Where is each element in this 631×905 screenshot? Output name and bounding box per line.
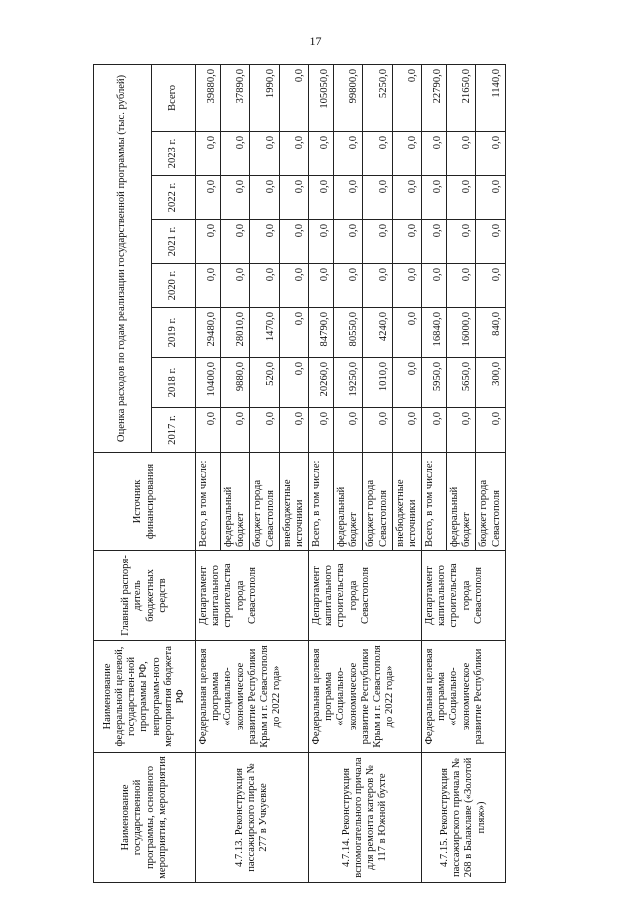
year-value-cell: 0,0 bbox=[334, 264, 363, 308]
header-year: 2018 г. bbox=[152, 358, 196, 408]
year-value-cell: 29480,0 bbox=[196, 308, 221, 358]
year-value-cell: 0,0 bbox=[476, 220, 505, 264]
year-value-cell: 4240,0 bbox=[363, 308, 392, 358]
year-value-cell: 0,0 bbox=[392, 220, 421, 264]
year-value-cell: 0,0 bbox=[221, 220, 250, 264]
year-value-cell: 0,0 bbox=[309, 264, 334, 308]
year-value-cell: 28010,0 bbox=[221, 308, 250, 358]
expenses-table bbox=[93, 64, 506, 883]
total-value-cell: 5250,0 bbox=[363, 64, 392, 131]
header-name: Наименование государственной программы, основного мероприятия, мероприятия bbox=[94, 753, 196, 883]
year-value-cell: 0,0 bbox=[422, 176, 447, 220]
year-value-cell: 300,0 bbox=[476, 358, 505, 408]
year-value-cell: 0,0 bbox=[422, 132, 447, 176]
header-year: 2019 г. bbox=[152, 308, 196, 358]
year-value-cell: 0,0 bbox=[221, 176, 250, 220]
year-value-cell: 0,0 bbox=[196, 176, 221, 220]
year-value-cell: 0,0 bbox=[279, 132, 308, 176]
year-value-cell: 0,0 bbox=[476, 264, 505, 308]
year-value-cell: 0,0 bbox=[279, 308, 308, 358]
header-year: 2020 г. bbox=[152, 264, 196, 308]
year-value-cell: 0,0 bbox=[279, 408, 308, 453]
year-value-cell: 0,0 bbox=[476, 408, 505, 453]
year-value-cell: 0,0 bbox=[422, 264, 447, 308]
funding-source: бюджет города Севастополя bbox=[363, 453, 392, 551]
funding-source: федеральный бюджет bbox=[221, 453, 250, 551]
year-value-cell: 0,0 bbox=[363, 220, 392, 264]
year-value-cell: 5950,0 bbox=[422, 358, 447, 408]
year-value-cell: 0,0 bbox=[221, 132, 250, 176]
header-year: 2022 г. bbox=[152, 176, 196, 220]
measure-name: 4.7.13. Реконструкция пассажирского пирса № 277 в Учкуевке bbox=[196, 753, 309, 883]
funding-source: федеральный бюджет bbox=[447, 453, 476, 551]
funding-source: федеральный бюджет bbox=[334, 453, 363, 551]
total-value-cell: 1990,0 bbox=[250, 64, 279, 131]
year-value-cell: 520,0 bbox=[250, 358, 279, 408]
year-value-cell: 0,0 bbox=[279, 176, 308, 220]
year-value-cell: 0,0 bbox=[447, 132, 476, 176]
year-value-cell: 0,0 bbox=[422, 220, 447, 264]
manager-name: Департамент капитального строительства города Севастополя bbox=[196, 551, 309, 641]
year-value-cell: 0,0 bbox=[309, 408, 334, 453]
year-value-cell: 1470,0 bbox=[250, 308, 279, 358]
total-value-cell: 21650,0 bbox=[447, 64, 476, 131]
year-value-cell: 16000,0 bbox=[447, 308, 476, 358]
year-value-cell: 0,0 bbox=[363, 132, 392, 176]
manager-name: Департамент капитального строительства города Севастополя bbox=[422, 551, 506, 641]
total-value-cell: 0,0 bbox=[279, 64, 308, 131]
table-row bbox=[422, 64, 447, 882]
header-manager: Главный распоря-дитель бюджетных средств bbox=[94, 551, 196, 641]
year-value-cell: 16840,0 bbox=[422, 308, 447, 358]
year-value-cell: 0,0 bbox=[392, 358, 421, 408]
year-value-cell: 0,0 bbox=[334, 408, 363, 453]
year-value-cell: 0,0 bbox=[196, 132, 221, 176]
total-value-cell: 1140,0 bbox=[476, 64, 505, 131]
total-value-cell: 39880,0 bbox=[196, 64, 221, 131]
total-value-cell: 105050,0 bbox=[309, 64, 334, 131]
funding-source: внебюджетные источники bbox=[279, 453, 308, 551]
year-value-cell: 5650,0 bbox=[447, 358, 476, 408]
year-value-cell: 0,0 bbox=[447, 220, 476, 264]
year-value-cell: 0,0 bbox=[279, 358, 308, 408]
header-year: 2017 г. bbox=[152, 408, 196, 453]
measure-name: 4.7.14. Реконструкция вспомогательного причала для ремонта катеров № 117 в Южной бухте bbox=[309, 753, 422, 883]
year-value-cell: 0,0 bbox=[392, 132, 421, 176]
year-value-cell: 840,0 bbox=[476, 308, 505, 358]
program-name: Федеральная целевая программа «Социально-экономическое развитие Республики Крым и г. Севастополя до 2022 года» bbox=[309, 641, 422, 753]
total-value-cell: 0,0 bbox=[392, 64, 421, 131]
table-row bbox=[196, 64, 221, 882]
year-value-cell: 19250,0 bbox=[334, 358, 363, 408]
total-value-cell: 37890,0 bbox=[221, 64, 250, 131]
year-value-cell: 0,0 bbox=[196, 264, 221, 308]
year-value-cell: 0,0 bbox=[250, 176, 279, 220]
funding-source: Всего, в том числе: bbox=[422, 453, 447, 551]
measure-name: 4.7.15. Реконструкция пассажирского причала № 268 в Балаклаве («Золотой пляж») bbox=[422, 753, 506, 883]
year-value-cell: 0,0 bbox=[476, 132, 505, 176]
year-value-cell: 0,0 bbox=[309, 132, 334, 176]
year-value-cell: 0,0 bbox=[392, 308, 421, 358]
year-value-cell: 0,0 bbox=[250, 220, 279, 264]
header-source: Источник финансирования bbox=[94, 453, 196, 551]
year-value-cell: 0,0 bbox=[250, 132, 279, 176]
rotated-table-container bbox=[93, 65, 579, 883]
funding-source: бюджет города Севастополя bbox=[476, 453, 505, 551]
year-value-cell: 20260,0 bbox=[309, 358, 334, 408]
table-row bbox=[309, 64, 334, 882]
year-value-cell: 0,0 bbox=[422, 408, 447, 453]
year-value-cell: 0,0 bbox=[221, 408, 250, 453]
funding-source: бюджет города Севастополя bbox=[250, 453, 279, 551]
year-value-cell: 0,0 bbox=[363, 176, 392, 220]
header-group: Оценка расходов по годам реализации государственной программы (тыс. рублей) bbox=[94, 64, 152, 452]
year-value-cell: 84790,0 bbox=[309, 308, 334, 358]
year-value-cell: 0,0 bbox=[392, 264, 421, 308]
total-value-cell: 99800,0 bbox=[334, 64, 363, 131]
page-number: 17 bbox=[309, 34, 322, 48]
header-year: Всего bbox=[152, 64, 196, 131]
year-value-cell: 10400,0 bbox=[196, 358, 221, 408]
year-value-cell: 0,0 bbox=[279, 264, 308, 308]
year-value-cell: 0,0 bbox=[279, 220, 308, 264]
year-value-cell: 0,0 bbox=[250, 264, 279, 308]
year-value-cell: 0,0 bbox=[363, 264, 392, 308]
year-value-cell: 0,0 bbox=[334, 132, 363, 176]
funding-source: внебюджетные источники bbox=[392, 453, 421, 551]
year-value-cell: 0,0 bbox=[334, 176, 363, 220]
year-value-cell: 0,0 bbox=[447, 176, 476, 220]
program-name: Федеральная целевая программа «Социально-экономическое развитие Республики Крым и г. Севастополя до 2022 года» bbox=[196, 641, 309, 753]
year-value-cell: 0,0 bbox=[447, 264, 476, 308]
manager-name: Департамент капитального строительства города Севастополя bbox=[309, 551, 422, 641]
year-value-cell: 0,0 bbox=[392, 176, 421, 220]
header-program: Наименование федеральной целевой, государствен-ной программы РФ, непрограмм-ного мероприятия бюджета РФ bbox=[94, 641, 196, 753]
year-value-cell: 0,0 bbox=[309, 176, 334, 220]
year-value-cell: 1010,0 bbox=[363, 358, 392, 408]
year-value-cell: 9880,0 bbox=[221, 358, 250, 408]
year-value-cell: 80550,0 bbox=[334, 308, 363, 358]
header-year: 2021 г. bbox=[152, 220, 196, 264]
funding-source: Всего, в том числе: bbox=[309, 453, 334, 551]
funding-source: Всего, в том числе: bbox=[196, 453, 221, 551]
header-year: 2023 г. bbox=[152, 132, 196, 176]
year-value-cell: 0,0 bbox=[447, 408, 476, 453]
year-value-cell: 0,0 bbox=[250, 408, 279, 453]
year-value-cell: 0,0 bbox=[196, 408, 221, 453]
year-value-cell: 0,0 bbox=[196, 220, 221, 264]
year-value-cell: 0,0 bbox=[221, 264, 250, 308]
year-value-cell: 0,0 bbox=[309, 220, 334, 264]
year-value-cell: 0,0 bbox=[476, 176, 505, 220]
total-value-cell: 22790,0 bbox=[422, 64, 447, 131]
program-name: Федеральная целевая программа «Социально-экономическое развитие Республики bbox=[422, 641, 506, 753]
year-value-cell: 0,0 bbox=[363, 408, 392, 453]
year-value-cell: 0,0 bbox=[334, 220, 363, 264]
year-value-cell: 0,0 bbox=[392, 408, 421, 453]
